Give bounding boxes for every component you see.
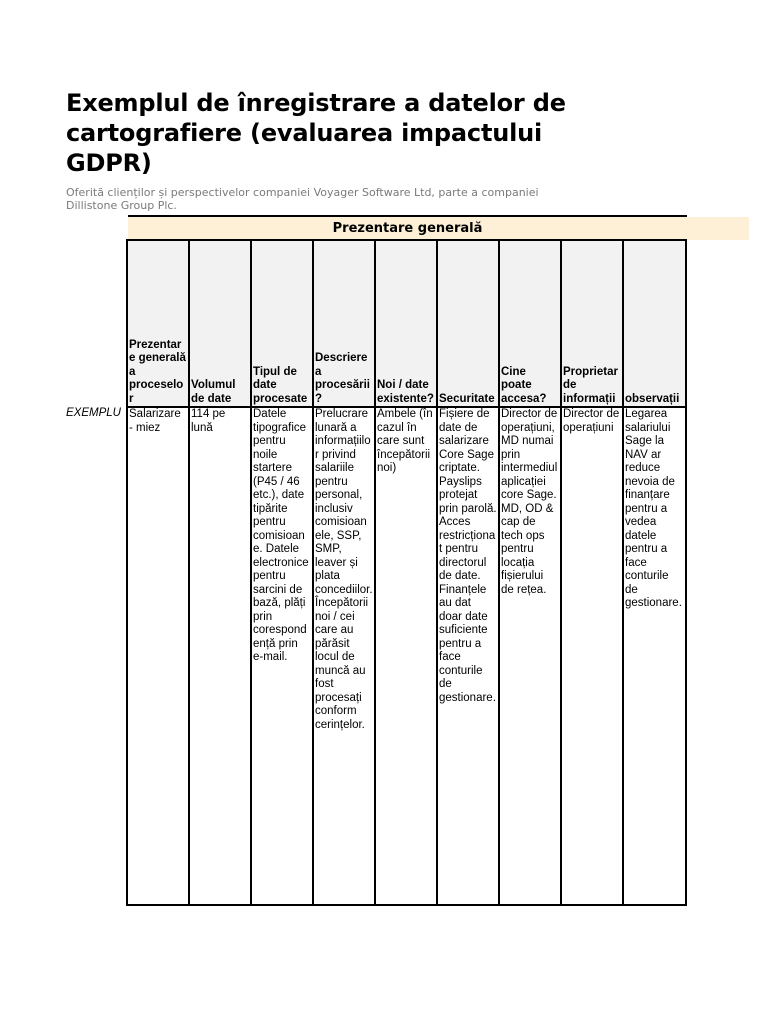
row-label: EXEMPLU — [66, 407, 121, 419]
table-cell: 114 pe lună — [189, 407, 251, 905]
table-cell: Prelucrare lunară a informațiilor privind salariile pentru personal, inclusiv comisioanele, SSP, SMP, leaver și plata concediilor. Începătorii noi / cei care au părăsit locul de muncă au fost procesați conform cerințelor. — [313, 407, 375, 905]
table-header-row — [127, 240, 686, 407]
table-cell: Director de operațiuni, MD numai prin intermediul aplicației core Sage. MD, OD & cap de tech ops pentru locația fișierului de rețea. — [499, 407, 561, 905]
column-header: Noi / date existente? — [375, 240, 437, 407]
table-cell: Fișiere de date de salarizare Core Sage criptate. Payslips protejat prin parolă. Acces restricționat pentru directorul de date. Finanțele au dat doar date suficiente pentru a face conturile de gestionare. — [437, 407, 499, 905]
column-header: Prezentare generală a proceselor — [127, 240, 189, 407]
column-header: observații — [623, 240, 686, 407]
column-header: Proprietar de informații — [561, 240, 623, 407]
document-title: Exemplul de înregistrare a datelor de cartografiere (evaluarea impactului GDPR) — [66, 89, 566, 177]
column-header: Volumul de date — [189, 240, 251, 407]
table-cell: Legarea salariului Sage la NAV ar reduce nevoia de finanțare pentru a vedea datele pentru a face conturile de gestionare. — [623, 407, 686, 905]
table-cell: Ambele (în cazul în care sunt începătorii noi) — [375, 407, 437, 905]
section-header: Prezentare generală — [332, 221, 483, 236]
document-subtitle: Oferită clienților și perspectivelor companiei Voyager Software Ltd, parte a companiei Dillistone Group Plc. — [66, 186, 539, 212]
table-cell: Datele tipografice pentru noile startere (P45 / 46 etc.), date tipărite pentru comisioane. Datele electronice pentru sarcini de bază, plăți prin corespondență prin e-mail. — [251, 407, 313, 905]
data-map-table — [126, 239, 687, 906]
table-cell: Director de operațiuni — [561, 407, 623, 905]
column-header: Tipul de date procesate — [251, 240, 313, 407]
table-row — [127, 407, 686, 905]
column-header: Cine poate accesa? — [499, 240, 561, 407]
column-header: Descriere a procesării? — [313, 240, 375, 407]
table-cell: Salarizare - miez — [127, 407, 189, 905]
column-header: Securitate — [437, 240, 499, 407]
